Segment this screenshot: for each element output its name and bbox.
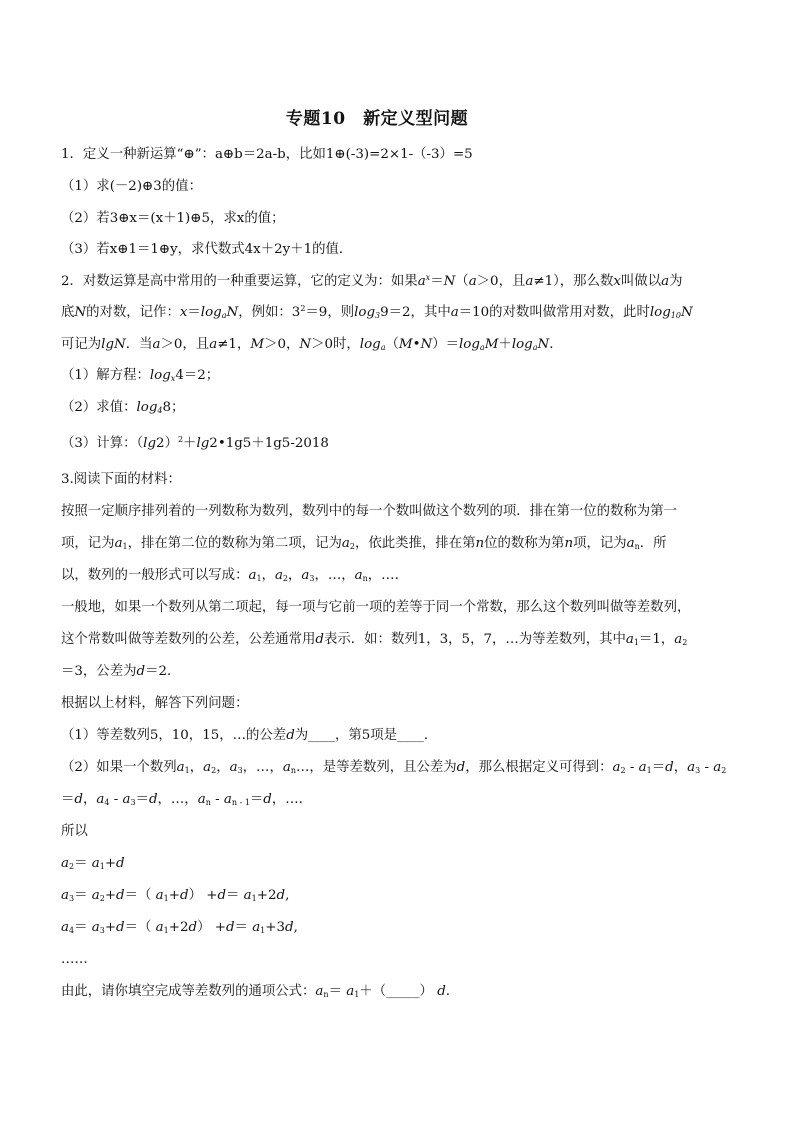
q2-stem-line3: 可记为lgN．当a＞0，且a≠1，M＞0，N＞0时，$\log_a(M•N)=\log_aM+\log_aN$. (61, 337, 554, 352)
q3-heading: 3.阅读下面的材料： (61, 472, 181, 487)
q3-para2-line3: ＝3，公差为d＝2． (61, 664, 181, 679)
q3-para2-line1: 一般地，如果一个数列从第二项起，每一项与它前一项的差等于同一个常数，那么这个数列叫做等差数列， (61, 600, 691, 615)
q3-para1-line1: 按照一定顺序排列着的一列数称为数列，数列中的每一个数叫做这个数列的项．排在第一位的数称为第一 (61, 504, 677, 519)
q3-eq1: $a_2= a_1+d$ (61, 856, 125, 871)
q3-para1-line3: 以，数列的一般形式可以写成：$a_1$，$a_2$，$a_3$，…，$a_n$，…． (61, 568, 408, 583)
q3-eq3: $a_4= a_3+d=$（ $a_1+2d) +d= a_1+3d$, (61, 920, 298, 935)
q2-part2: （2）求值：$\log_48$； (61, 400, 185, 415)
q1-stem: 1．定义一种新运算“⊕”：a⊕b＝2a-b，比如1⊕(-3)=2×1-（-3）=5 (61, 147, 473, 162)
q1-part3: （3）若x⊕1＝1⊕y，求代数式4x＋2y＋1的值． (61, 242, 353, 257)
q3-para2-line2: 这个常数叫做等差数列的公差，公差通常用d表示．如：数列1，3，5，7，…为等差数列，其中$a_1=1$，$a_2$ (61, 632, 688, 647)
q3-ellipsis: …… (61, 952, 88, 967)
q2-stem-line2: 底N的对数，记作：$x=\log_aN$，例如：$3^2=9$，则$\log_39=2$，其中a＝10的对数叫做常用对数，此时$\log_{10}N$ (61, 304, 693, 320)
q3-part2-line2: ＝d，$a_4 - a_3=d$，…，$a_n - a_{n - 1}=d$，…． (61, 792, 313, 807)
q1-part2: （2）若3⊕x＝(x＋1)⊕5，求x的值； (61, 211, 285, 226)
q3-part1: （1）等差数列5，10，15，…的公差d为____，第5项是____． (61, 728, 438, 743)
page-title: 专题10 新定义型问题 (285, 109, 469, 129)
q3-ask: 根据以上材料，解答下列问题： (61, 696, 249, 711)
q3-final: 由此，请你填空完成等差数列的通项公式：$a_n=$ $a_1+(\_\_\_\_\_)$ d. (61, 984, 451, 999)
q2-part1: （1）解方程：$\log_x4=2$； (61, 368, 220, 383)
q3-eq2: $a_3= a_2+d=$（ $a_1+d) +d= a_1+2d$, (61, 888, 290, 903)
q3-so: 所以 (61, 824, 88, 839)
q3-part2-line1: （2）如果一个数列$a_1$，$a_2$，$a_3$，…，$a_n\dots$，是等差数列，且公差为d，那么根据定义可得到：$a_2 - a_1=d$，$a_3 - a_2$ (61, 760, 727, 775)
q2-part3: （3）计算：$(\lg 2)^2+\lg 2•1g5+1g5-2018$ (61, 435, 329, 451)
q3-para1-line2: 项，记为$a_1$，排在第二位的数称为第二项，记为$a_2$，依此类推，排在第n位的数称为第n项，记为$a_n$．所 (61, 536, 667, 551)
q2-stem-line1: 2．对数运算是高中常用的一种重要运算，它的定义为：如果$a^x=N(a>0$，且a≠1），那么数x叫做以a为 (61, 273, 683, 289)
q1-part1: （1）求(－2)⊕3的值： (61, 179, 202, 194)
